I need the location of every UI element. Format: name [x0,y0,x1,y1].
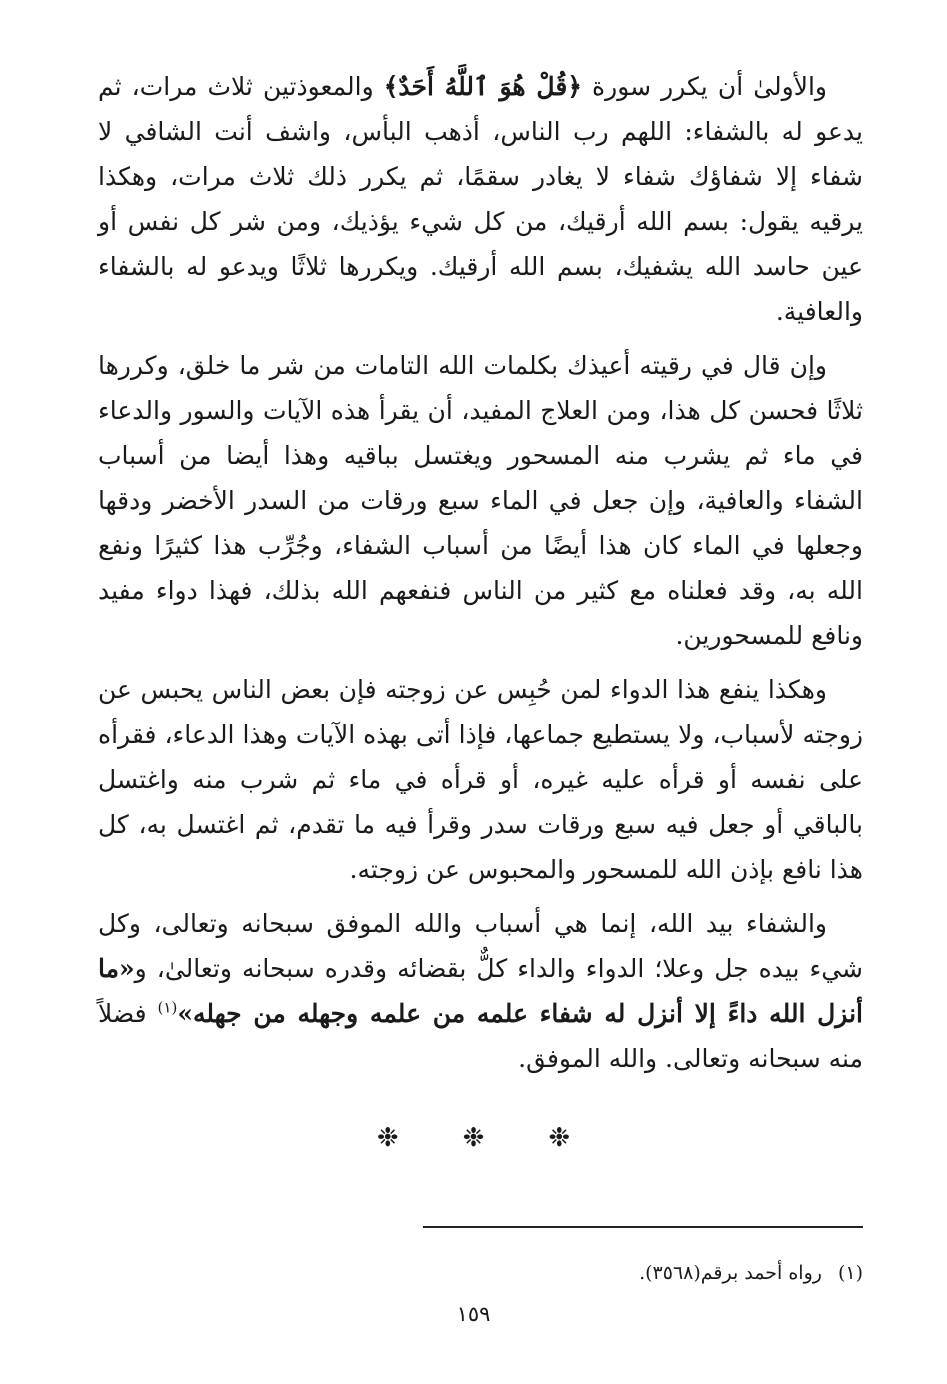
asterisk-ornament-icon: ❉ [462,1123,485,1153]
hadith-quote: «ما أنزل الله داءً إلا أنزل له شفاء علمه من علمه وجهله من جهله» [98,954,864,1028]
footnote-divider [423,1226,863,1228]
paragraph-3: وهكذا ينفع هذا الدواء لمن حُبِس عن زوجته فإن بعض الناس يحبس عن زوجته لأسباب، ولا يستطيع جماعها، فإذا أتى بهذه الآيات وهذا الدعاء، فقرأه على نفسه أو قرأه عليه غيره، أو قرأه في ماء ثم شرب منه واغتسل بالباقي أو جعل فيه سبع ورقات سدر وقرأ فيه ما تقدم، ثم اغتسل به، كل هذا نافع بإذن الله للمسحور والمحبوس عن زوجته. [98,675,863,884]
paragraph-1 [98,64,863,334]
quran-verse: ﴿قُلْ هُوَ ٱللَّهُ أَحَدٌ﴾ [383,72,582,101]
asterisk-ornament-icon: ❉ [548,1123,571,1153]
main-text [98,64,863,1090]
page-number: ١٥٩ [456,1302,491,1326]
paragraph-4 [98,901,863,1081]
footnote-reference: (١) [157,998,178,1017]
section-separator [0,1120,947,1156]
paragraph-1-opening: والأولىٰ أن يكرر سورة [581,72,828,101]
paragraph-4-closing: فضلاً منه سبحانه وتعالى. والله الموفق. [98,999,863,1073]
paragraph-1-body: والمعوذتين ثلاث مرات، ثم يدعو له بالشفاء: اللهم رب الناس، أذهب البأس، واشف أنت الشافي لا شفاء إلا شفاؤك شفاء لا يغادر سقمًا، ثم يكرر ذلك ثلاث مرات، وهكذا يرقيه يقول: بسم الله أرقيك، من كل شيء يؤذيك، ومن شر كل نفس أو عين حاسد الله يشفيك، بسم الله أرقيك. ويكررها ثلاثًا ويدعو له بالشفاء والعافية. [98,72,863,326]
footnote-text: رواه أحمد برقم(٣٥٦٨). [639,1262,822,1284]
asterisk-ornament-icon: ❉ [376,1123,399,1153]
footnote [103,1258,863,1288]
footnote-number: (١) [837,1262,863,1284]
paragraph-4-opening: والشفاء بيد الله، إنما هي أسباب والله الموفق سبحانه وتعالى، وكل شيء بيده جل وعلا؛ الدواء والداء كلٌّ بقضائه وقدره سبحانه وتعالىٰ، و [98,909,863,983]
paragraph-2: وإن قال في رقيته أعيذك بكلمات الله التامات من شر ما خلق، وكررها ثلاثًا فحسن كل هذا، ومن العلاج المفيد، أن يقرأ هذه الآيات والسور والدعاء في ماء ثم يشرب منه المسحور ويغتسل بباقيه وهذا أيضا من أسباب الشفاء والعافية، وإن جعل في الماء سبع ورقات من السدر الأخضر ودقها وجعلها في الماء كان هذا أيضًا من أسباب الشفاء، وجُرِّب هذا كثيرًا ونفع الله به، وقد فعلناه مع كثير من الناس فنفعهم الله بذلك، فهذا دواء مفيد ونافع للمسحورين. [98,351,863,650]
